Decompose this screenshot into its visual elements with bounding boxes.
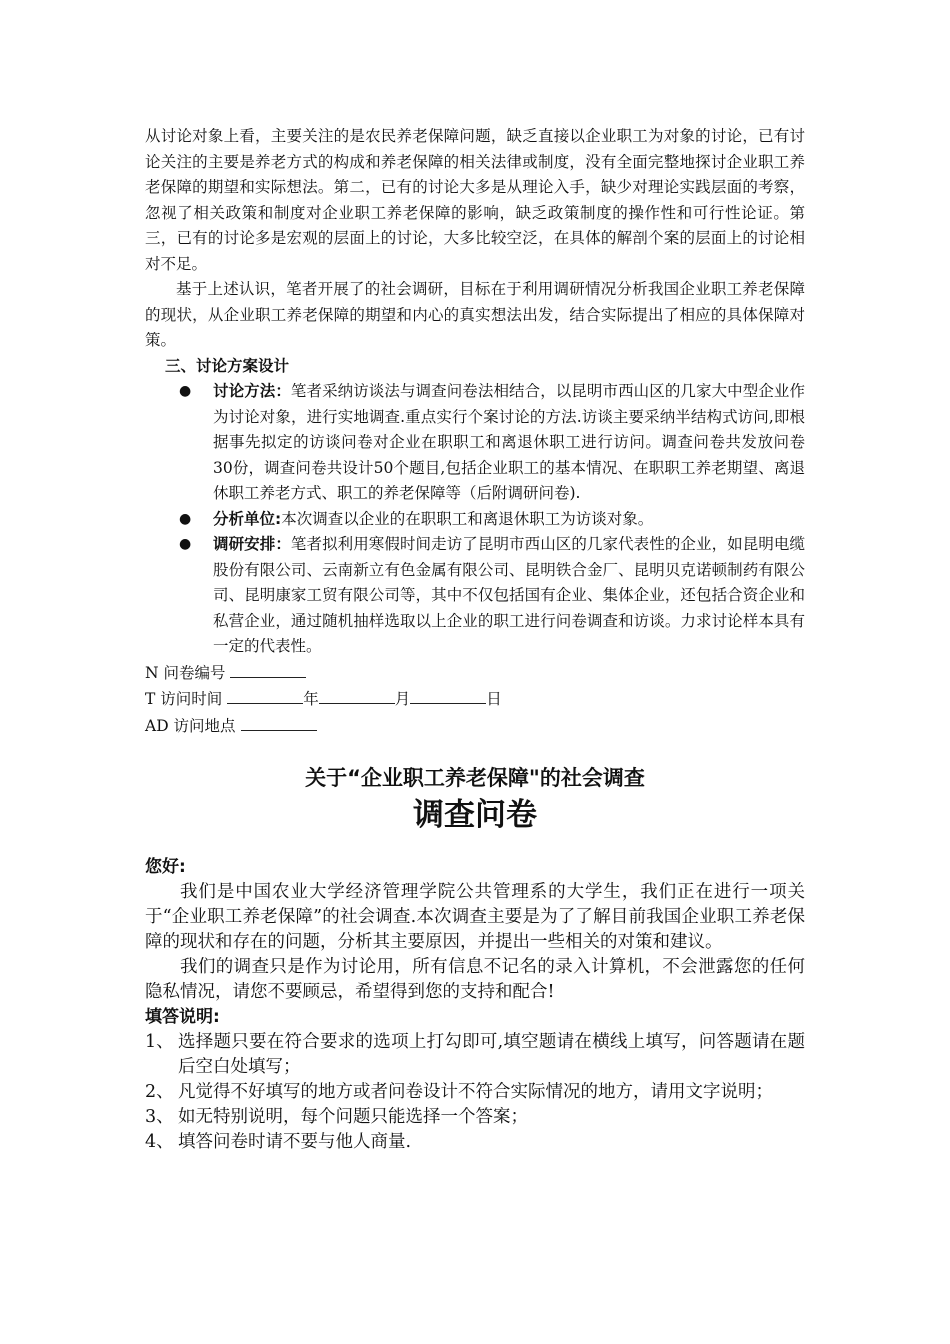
instruction-text: 选择题只要在符合要求的选项上打勾即可,填空题请在横线上填写，问答题请在题后空白处填写；: [178, 1032, 805, 1077]
instructions-heading: 填答说明:: [145, 1007, 220, 1027]
instruction-item: [145, 1130, 805, 1155]
design-item-label: 调研安排：: [213, 535, 291, 553]
design-item-label: 讨论方法：: [213, 382, 291, 400]
instruction-number: 4、: [145, 1132, 174, 1152]
design-item-label: 分析单位:: [213, 509, 282, 528]
instruction-text: 如无特别说明，每个问题只能选择一个答案；: [178, 1107, 528, 1127]
form-label: N 问卷编号: [145, 663, 226, 682]
design-item-schedule: [145, 532, 805, 660]
basis-paragraph: 基于上述认识，笔者开展了的社会调研，目标在于利用调研情况分析我国企业职工养老保障的现状，从企业职工养老保障的期望和内心的真实想法出发，结合实际提出了相应的具体保障对策。: [145, 280, 805, 349]
place-blank[interactable]: [241, 713, 317, 731]
instruction-number: 2、: [145, 1082, 174, 1102]
year-label: 年: [303, 690, 319, 708]
form-field-time: [145, 686, 805, 713]
document-body: [145, 124, 805, 1155]
bullet-icon: ●: [179, 536, 192, 552]
instruction-number: 1、: [145, 1032, 174, 1052]
instructions-list: [145, 1030, 805, 1155]
questionnaire-number-blank[interactable]: [230, 660, 306, 678]
instruction-item: [145, 1080, 805, 1105]
greeting: 您好:: [145, 857, 186, 877]
form-field-place: [145, 713, 805, 740]
month-blank[interactable]: [319, 686, 395, 704]
instruction-text: 填答问卷时请不要与他人商量.: [178, 1132, 412, 1152]
design-item-unit: [145, 507, 805, 533]
design-item-text: 笔者采纳访谈法与调查问卷法相结合，以昆明市西山区的几家大中型企业作为讨论对象，进行实地调查.重点实行个案讨论的方法.访谈主要采纳半结构式访问,即根据事先拟定的访谈问卷对企业在职职工和离退休职工进行访问。调查问卷共发放问卷30份，调查问卷共设计50个题目,包括企业职工的基本情况、在职职工养老期望、离退休职工养老方式、职工的养老保障等（后附调研问卷).: [213, 382, 805, 502]
year-blank[interactable]: [227, 686, 303, 704]
section-heading: 三、讨论方案设计: [165, 356, 290, 375]
design-item-text: 笔者拟利用寒假时间走访了昆明市西山区的几家代表性的企业，如昆明电缆股份有限公司、云南新立有色金属有限公司、昆明铁合金厂、昆明贝克诺顿制药有限公司、昆明康家工贸有限公司等，其中不仅包括国有企业、集体企业，还包括合资企业和私营企业，通过随机抽样选取以上企业的职工进行问卷调查和访谈。力求讨论样本具有一定的代表性。: [213, 535, 805, 655]
form-field-number: [145, 660, 805, 687]
bullet-icon: ●: [179, 510, 192, 527]
month-label: 月: [394, 690, 411, 708]
day-label: 日: [486, 690, 502, 708]
form-label: AD 访问地点: [145, 716, 236, 735]
instruction-item: [145, 1030, 805, 1080]
form-label: T 访问时间: [145, 690, 223, 708]
day-blank[interactable]: [410, 686, 486, 704]
intro-paragraph: 从讨论对象上看，主要关注的是农民养老保障问题，缺乏直接以企业职工为对象的讨论，已有讨论关注的主要是养老方式的构成和养老保障的相关法律或制度，没有全面完整地探讨企业职工养老保障的期望和实际想法。第二，已有的讨论大多是从理论入手，缺少对理论实践层面的考察，忽视了相关政策和制度对企业职工养老保障的影响，缺乏政策制度的操作性和可行性论证。第三，已有的讨论多是宏观的层面上的讨论，大多比较空泛，在具体的解剖个案的层面上的讨论相对不足。: [145, 127, 805, 273]
survey-title: 关于“企业职工养老保障"的社会调查: [305, 766, 645, 790]
instruction-number: 3、: [145, 1107, 174, 1127]
survey-subtitle: 调查问卷: [413, 797, 537, 833]
design-list: [145, 379, 805, 660]
bullet-icon: ●: [179, 383, 192, 399]
instruction-item: [145, 1105, 805, 1130]
design-item-method: [145, 379, 805, 507]
instruction-text: 凡觉得不好填写的地方或者问卷设计不符合实际情况的地方，请用文字说明；: [178, 1082, 773, 1102]
design-item-text: 本次调查以企业的在职职工和离退休职工为访谈对象。: [281, 509, 654, 528]
letter-paragraph: 我们的调查只是作为讨论用，所有信息不记名的录入计算机，不会泄露您的任何隐私情况，请您不要顾忌，希望得到您的支持和配合!: [145, 957, 805, 1002]
letter-paragraph: 我们是中国农业大学经济管理学院公共管理系的大学生，我们正在进行一项关于“企业职工养老保障”的社会调查.本次调查主要是为了了解目前我国企业职工养老保障的现状和存在的问题，分析其主要原因，并提出一些相关的对策和建议。: [145, 882, 805, 952]
